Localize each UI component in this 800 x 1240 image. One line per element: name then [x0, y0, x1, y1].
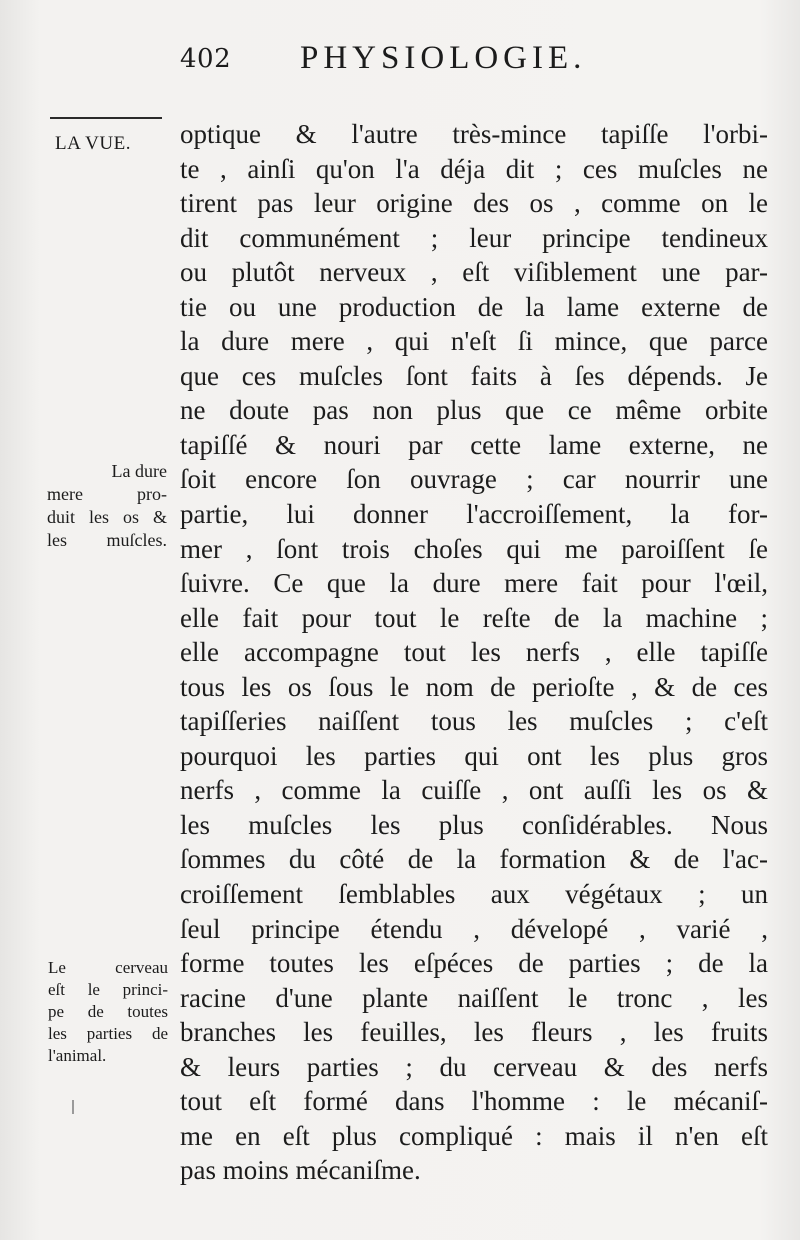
margin-note-dure-mere [47, 460, 167, 552]
text-line: pas moins mécaniſme. [180, 1155, 421, 1186]
section-label: LA VUE. [55, 133, 131, 154]
text-line: forme toutes les eſpéces de parties ; de la [180, 948, 768, 979]
page-mark [72, 1100, 74, 1114]
margin-note-line: eſt le princi- [48, 980, 168, 999]
margin-note-line: La dure [111, 461, 167, 481]
margin-note-cerveau [48, 957, 168, 1067]
text-line: elle fait pour tout le reſte de la machine ; [180, 602, 768, 633]
text-line: partie, lui donner l'accroiſſement, la for- [180, 499, 768, 530]
text-line: ſeul principe étendu , dévelopé , varié , [180, 913, 768, 944]
page-number: 402 [180, 44, 232, 74]
margin-note-line: pe de toutes [48, 1002, 168, 1021]
text-line: pourquoi les parties qui ont les plus gros [180, 740, 768, 771]
text-line: te , ainſi qu'on l'a déja dit ; ces muſcles ne [180, 153, 768, 184]
text-line: tout eſt formé dans l'homme : le mécaniſ- [180, 1086, 768, 1117]
text-line: tapiſſeries naiſſent tous les muſcles ; c'eſt [180, 706, 768, 737]
text-line: ou plutôt nerveux , eſt viſiblement une par- [180, 257, 768, 288]
text-line: me en eſt plus compliqué : mais il n'en eſt [180, 1120, 768, 1151]
text-line: ne doute pas non plus que ce même orbite [180, 395, 768, 426]
text-line: la dure mere , qui n'eſt ſi mince, que parce [180, 326, 768, 357]
text-line: racine d'une plante naiſſent le tronc , les [180, 982, 768, 1013]
running-title: PHYSIOLOGIE. [300, 40, 587, 76]
text-line: tie ou une production de la lame externe de [180, 291, 768, 322]
text-line: dit communément ; leur principe tendineux [180, 222, 768, 253]
margin-note-line: duit les os & [47, 507, 167, 527]
margin-note-line: les parties de [48, 1024, 168, 1043]
page-header [0, 38, 800, 88]
margin-note-line: Le cerveau [48, 958, 168, 977]
text-line: ſoit encore ſon ouvrage ; car nourrir une [180, 464, 768, 495]
text-line: tirent pas leur origine des os , comme on le [180, 188, 768, 219]
text-line: mer , ſont trois choſes qui me paroiſſent ſe [180, 533, 768, 564]
text-line: & leurs parties ; du cerveau & des nerfs [180, 1051, 768, 1082]
body-text [180, 117, 768, 1188]
text-line: ſuivre. Ce que la dure mere fait pour l'œil, [180, 568, 768, 599]
text-line: branches les feuilles, les fleurs , les fruits [180, 1017, 768, 1048]
text-line: elle accompagne tout les nerfs , elle tapiſſe [180, 637, 768, 668]
margin-note-line: l'animal. [48, 1046, 107, 1065]
text-line: croiſſement ſemblables aux végétaux ; un [180, 879, 768, 910]
text-line: optique & l'autre très-mince tapiſſe l'orbi- [180, 119, 768, 149]
margin-rule [50, 117, 162, 119]
text-line: les muſcles les plus conſidérables. Nous [180, 809, 768, 840]
margin-note-line: les muſcles. [47, 530, 167, 550]
text-line: que ces muſcles ſont faits à ſes dépends. Je [180, 360, 768, 391]
text-line: tapiſſé & nouri par cette lame externe, ne [180, 429, 768, 460]
text-line: ſommes du côté de la formation & de l'ac- [180, 844, 768, 875]
text-line: tous les os ſous le nom de perioſte , & de ces [180, 671, 768, 702]
text-line: nerfs , comme la cuiſſe , ont auſſi les os & [180, 775, 768, 806]
margin-note-line: mere pro- [47, 484, 167, 504]
